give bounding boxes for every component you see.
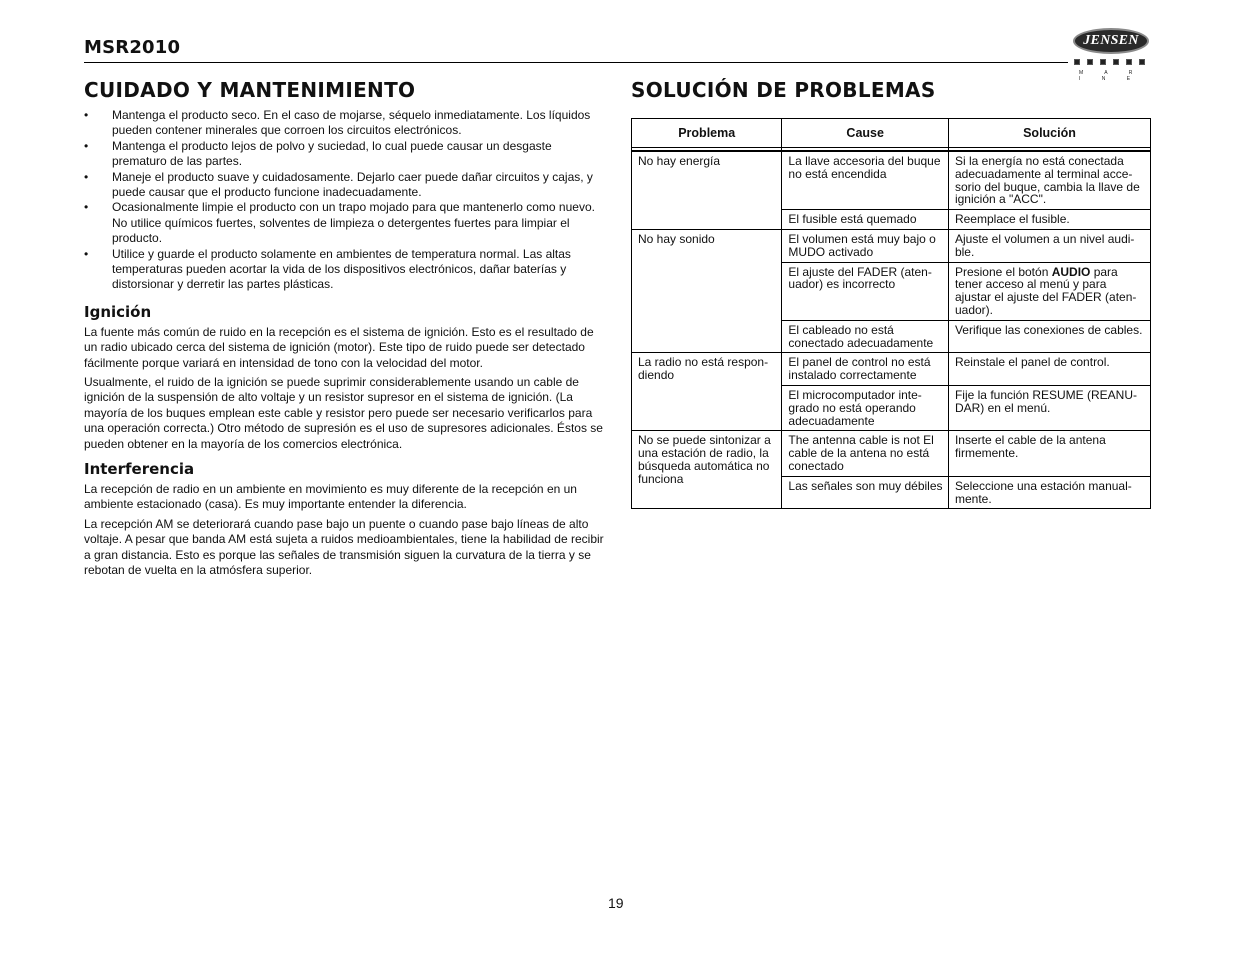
solution-cell <box>948 262 1150 320</box>
logo-oval <box>1073 28 1149 54</box>
interference-heading: Interferencia <box>84 460 195 478</box>
list-item <box>84 200 602 246</box>
jensen-marine-logo <box>1070 27 1154 82</box>
logo-squares <box>1074 59 1145 65</box>
ignition-paragraph-2: Usualmente, el ruido de la ignición se puede suprimir considerablemente usando un cable de ignición de la suspensión de alto voltaje y un resistor supresor en el sistema de ignición. (La mayoría de los buques emplean este cable y resistor pero puede ser necesario verificarlos para una operación correcta.) Otro método de supresión es el uso de supresores adicionales. Éstos se pueden obtener en la mayoría de los comercios electrónica. <box>84 375 603 451</box>
header-cause: Cause <box>782 119 949 148</box>
bullet-marker: • <box>84 138 89 153</box>
problem-cell: No hay sonido <box>632 229 782 352</box>
problem-cell: No se puede sintonizar a una estación de radio, la búsqueda automática no funciona <box>632 431 782 509</box>
ignition-heading: Ignición <box>84 303 152 321</box>
bullet-marker: • <box>84 108 89 122</box>
solution-cell: Si la energía no está conectada adecuadamente al terminal acce-sorio del buque, cambia la llave de ignición a "ACC". <box>948 151 1150 210</box>
table-row <box>632 229 1151 262</box>
list-item <box>84 170 602 201</box>
troubleshooting-title: SOLUCIÓN DE PROBLEMAS <box>631 78 936 102</box>
problem-cell: La radio no está respon-diendo <box>632 353 782 431</box>
logo-tagline: M A R I N E <box>1079 70 1143 82</box>
bullet-text: Utilice y guarde el producto solamente en ambientes de temperatura normal. Las altas temperaturas pueden acortar la vida de los dispositivos electrónicos, dañar baterías y distorsionar y derretir las partes plásticas. <box>112 246 571 292</box>
cause-cell: El cableado no está conectado adecuadamente <box>782 320 949 353</box>
solution-cell: Inserte el cable de la antena firmemente. <box>948 431 1150 476</box>
cause-cell: La llave accesoria del buque no está encendida <box>782 151 949 210</box>
bullet-marker: • <box>84 246 89 261</box>
bullet-marker: • <box>84 169 89 184</box>
cause-cell: El ajuste del FADER (aten-uador) es incorrecto <box>782 262 949 320</box>
solution-cell: Seleccione una estación manual-mente. <box>948 476 1150 509</box>
header-problem: Problema <box>632 119 782 148</box>
list-item <box>84 108 602 139</box>
interference-paragraph-1: La recepción de radio en un ambiente en movimiento es muy diferente de la recepción en un ambiente estacionado (casa). Es muy importante entender la diferencia. <box>84 482 577 512</box>
model-name: MSR2010 <box>84 37 181 58</box>
ignition-paragraph-1: La fuente más común de ruido en la recepción es el sistema de ignición. Esto es el resultado de un radio ubicado cerca del sistema de ignición (motor). Este tipo de ruido puede ser detectado fácilmente porque variará en intensidad de tono con la velocidad del motor. <box>84 325 594 370</box>
cause-cell: El panel de control no está instalado correctamente <box>782 353 949 386</box>
troubleshooting-table <box>631 118 1151 509</box>
solution-cell: Verifique las conexiones de cables. <box>948 320 1150 353</box>
solution-cell: Reinstale el panel de control. <box>948 353 1150 386</box>
cause-cell: El fusible está quemado <box>782 210 949 230</box>
bullet-text: Ocasionalmente limpie el producto con un trapo mojado para que mantenerlo como nuevo. No utilice químicos fuertes, solventes de limpieza o detergentes fuertes para limpiar el producto. <box>112 200 595 246</box>
page-number: 19 <box>608 895 624 911</box>
table-row <box>632 353 1151 386</box>
bullet-text: Mantenga el producto lejos de polvo y suciedad, lo cual puede causar un desgaste prematuro de las partes. <box>112 138 552 169</box>
problem-cell: No hay energía <box>632 151 782 229</box>
audio-button-label: AUDIO <box>1051 264 1091 279</box>
list-item <box>84 139 602 170</box>
header-solution: Solución <box>948 119 1150 148</box>
solution-text-pre: Presione el botón <box>954 264 1052 279</box>
solution-cell: Fije la función RESUME (REANU-DAR) en el menú. <box>948 385 1150 430</box>
table-row <box>632 431 1151 476</box>
bullet-marker: • <box>84 200 89 215</box>
care-bullet-list <box>84 108 602 293</box>
interference-paragraph-2: La recepción AM se deteriorará cuando pase bajo un puente o cuando pase bajo líneas de alto voltaje. A pesar que banda AM está sujeta a ruidos medioambientales, tiene la habilidad de recibir a gran distancia. Esto es porque las señales de transmisión siguen la curvatura de la tierra y se rebotan de vuelta en la atmósfera superior. <box>84 517 604 578</box>
cause-cell: El microcomputador inte-grado no está operando adecuadamente <box>782 385 949 430</box>
cause-cell: The antenna cable is not El cable de la antena no está conectado <box>782 431 949 476</box>
cause-cell: Las señales son muy débiles <box>782 476 949 509</box>
care-maintenance-title: CUIDADO Y MANTENIMIENTO <box>84 78 416 102</box>
solution-text-post: para tener acceso al menú y para ajustar el ajuste del FADER (aten-uador). <box>954 264 1137 317</box>
bullet-text: Mantenga el producto seco. En el caso de mojarse, séquelo inmediatamente. Los líquidos pueden contener minerales que corroen los circuitos electrónicos. <box>112 108 591 138</box>
logo-brand: JENSEN <box>1083 33 1139 48</box>
table-header-row <box>632 119 1151 148</box>
bullet-text: Maneje el producto suave y cuidadosamente. Dejarlo caer puede dañar circuitos y cajas, y puede causar que el producto funcione inadecuadamente. <box>112 169 593 200</box>
solution-cell: Ajuste el volumen a un nivel audi-ble. <box>948 229 1150 262</box>
cause-cell: El volumen está muy bajo o MUDO activado <box>782 229 949 262</box>
table-row <box>632 151 1151 210</box>
solution-cell: Reemplace el fusible. <box>948 210 1150 230</box>
header-rule <box>84 62 1068 63</box>
list-item <box>84 247 602 293</box>
